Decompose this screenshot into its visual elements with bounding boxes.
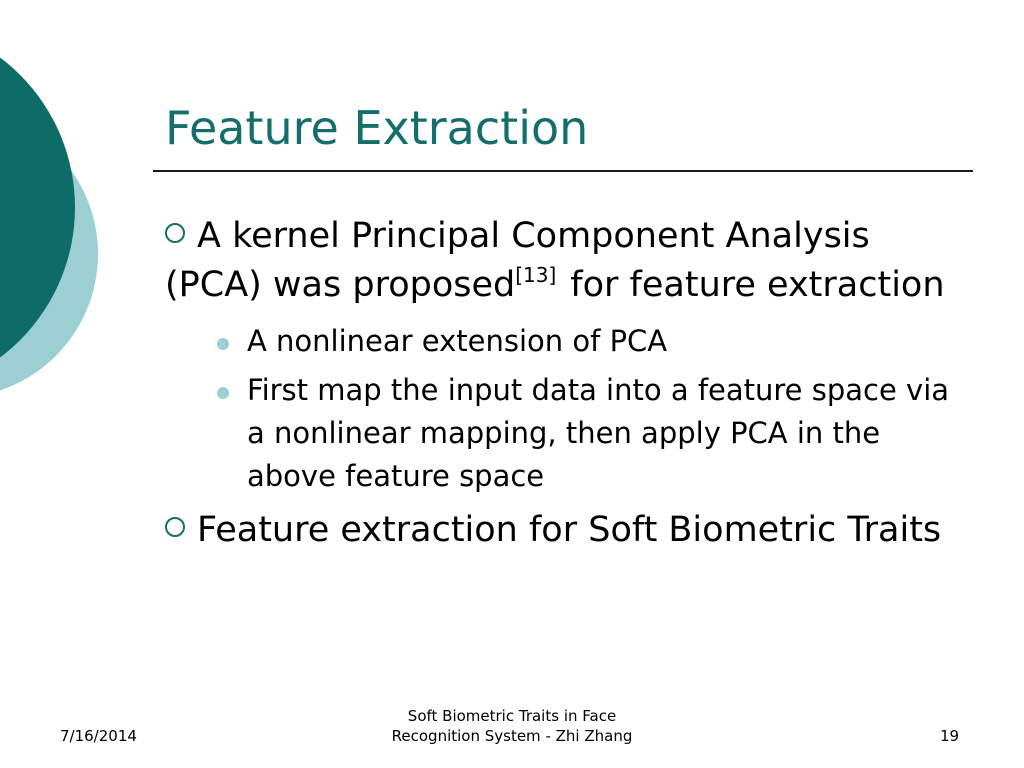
sub-bullet-text: First map the input data into a feature space via a nonlinear mapping, then apply PCA in the above feature space (247, 373, 950, 493)
filled-dot-bullet-icon (217, 387, 229, 399)
sub-bullet-text: A nonlinear extension of PCA (247, 324, 668, 358)
filled-dot-bullet-icon (217, 338, 229, 350)
page-number: 19 (940, 727, 960, 745)
footer-date: 7/16/2014 (60, 727, 137, 745)
bullet-text: Feature extraction for Soft Biometric Traits (197, 510, 942, 550)
footer-presentation-title (360, 706, 664, 746)
hollow-circle-bullet-icon (165, 223, 185, 243)
sub-bullet-map-input-data (247, 369, 965, 498)
slide-body (165, 212, 965, 565)
bullet-soft-biometric-features (165, 506, 965, 555)
footer-title-line-2: Recognition System - Zhi Zhang (391, 727, 633, 745)
bullet-text-continued: for feature extraction (570, 265, 945, 305)
citation-reference: [13] (515, 263, 557, 287)
bullet-text: A kernel Principal Component Analysis (PCA) was proposed (165, 216, 870, 305)
bullet-kernel-pca (165, 212, 965, 310)
slide-title: Feature Extraction (165, 101, 589, 155)
hollow-circle-bullet-icon (165, 517, 185, 537)
sub-bullet-nonlinear-extension (247, 320, 965, 363)
title-divider (153, 170, 973, 172)
footer-title-line-1: Soft Biometric Traits in Face (407, 707, 617, 725)
